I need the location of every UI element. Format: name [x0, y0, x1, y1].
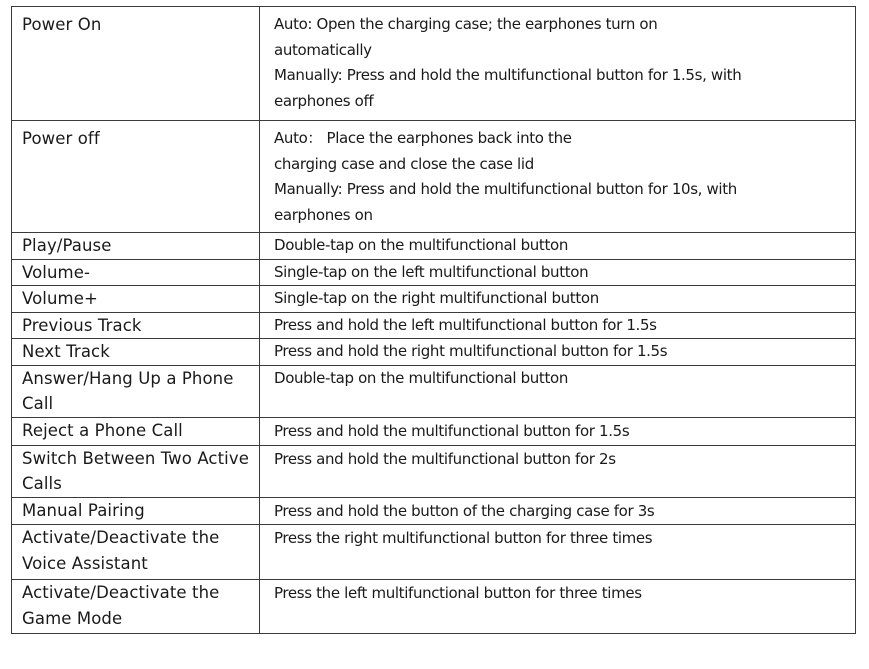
function-cell	[12, 233, 260, 260]
operation-line: Auto: Open the charging case; the earphones turn on	[274, 15, 658, 33]
table-row	[12, 7, 856, 121]
table-row	[12, 580, 856, 634]
function-cell	[12, 525, 260, 580]
operation-line: Single-tap on the left multifunctional button	[274, 262, 589, 281]
table-row	[12, 286, 856, 313]
function-label: Answer/Hang Up a Phone Call	[22, 368, 234, 413]
operation-cell	[260, 417, 856, 445]
function-label: Power off	[22, 129, 100, 148]
operation-line: earphones off	[274, 92, 374, 111]
operation-line: Press and hold the left multifunctional button for 1.5s	[274, 315, 657, 334]
function-cell	[12, 7, 260, 121]
function-label: Switch Between Two Active Calls	[22, 448, 249, 493]
operation-cell	[260, 312, 856, 339]
operation-line: Auto： Place the earphones back into the	[274, 129, 572, 147]
operation-cell	[260, 445, 856, 497]
operation-cell	[260, 339, 856, 366]
function-cell	[12, 580, 260, 634]
function-cell	[12, 312, 260, 339]
function-label: Manual Pairing	[22, 500, 145, 520]
operation-line: Press the left multifunctional button for three times	[274, 584, 642, 602]
operation-cell	[260, 259, 856, 286]
function-label: Reject a Phone Call	[22, 420, 183, 440]
function-label: Next Track	[22, 342, 110, 361]
operation-line: Manually: Press and hold the multifunctional button for 1.5s, with	[274, 66, 742, 85]
table-row	[12, 312, 856, 339]
function-cell	[12, 417, 260, 445]
table-row	[12, 233, 856, 260]
operation-cell	[260, 497, 856, 525]
function-label: Volume-	[22, 262, 91, 282]
operation-cell	[260, 286, 856, 313]
controls-table	[11, 6, 856, 634]
table-row	[12, 339, 856, 366]
table-row	[12, 259, 856, 286]
operation-cell	[260, 7, 856, 121]
function-cell	[12, 259, 260, 286]
operation-line: Press and hold the multifunctional button for 2s	[274, 449, 616, 468]
function-cell	[12, 121, 260, 233]
operation-line: charging case and close the case lid	[274, 154, 534, 173]
operation-line: Double-tap on the multifunctional button	[274, 368, 568, 387]
operation-line: Single-tap on the right multifunctional button	[274, 289, 599, 307]
function-cell	[12, 365, 260, 417]
table-row	[12, 417, 856, 445]
operation-cell	[260, 121, 856, 233]
operation-line: Manually: Press and hold the multifunctional button for 10s, with	[274, 180, 737, 199]
function-label: Previous Track	[22, 315, 142, 335]
table-row	[12, 365, 856, 417]
operation-line: Press the right multifunctional button for three times	[274, 529, 653, 547]
operation-line: earphones on	[274, 206, 373, 225]
operation-cell	[260, 580, 856, 634]
function-label: Activate/Deactivate the Game Mode	[22, 583, 220, 628]
function-label: Volume+	[22, 289, 98, 308]
operation-cell	[260, 233, 856, 260]
function-cell	[12, 497, 260, 525]
operation-line: automatically	[274, 40, 372, 59]
operation-line: Double-tap on the multifunctional button	[274, 236, 568, 254]
function-label: Activate/Deactivate the Voice Assistant	[22, 528, 220, 573]
function-cell	[12, 286, 260, 313]
table-row	[12, 497, 856, 525]
function-cell	[12, 445, 260, 497]
function-label: Play/Pause	[22, 236, 112, 255]
table-row	[12, 445, 856, 497]
operation-cell	[260, 365, 856, 417]
function-label: Power On	[22, 15, 102, 34]
table-row	[12, 525, 856, 580]
operation-line: Press and hold the multifunctional button for 1.5s	[274, 421, 630, 440]
table-row	[12, 121, 856, 233]
operation-cell	[260, 525, 856, 580]
operation-line: Press and hold the right multifunctional button for 1.5s	[274, 342, 668, 360]
operation-line: Press and hold the button of the charging case for 3s	[274, 501, 655, 520]
function-cell	[12, 339, 260, 366]
